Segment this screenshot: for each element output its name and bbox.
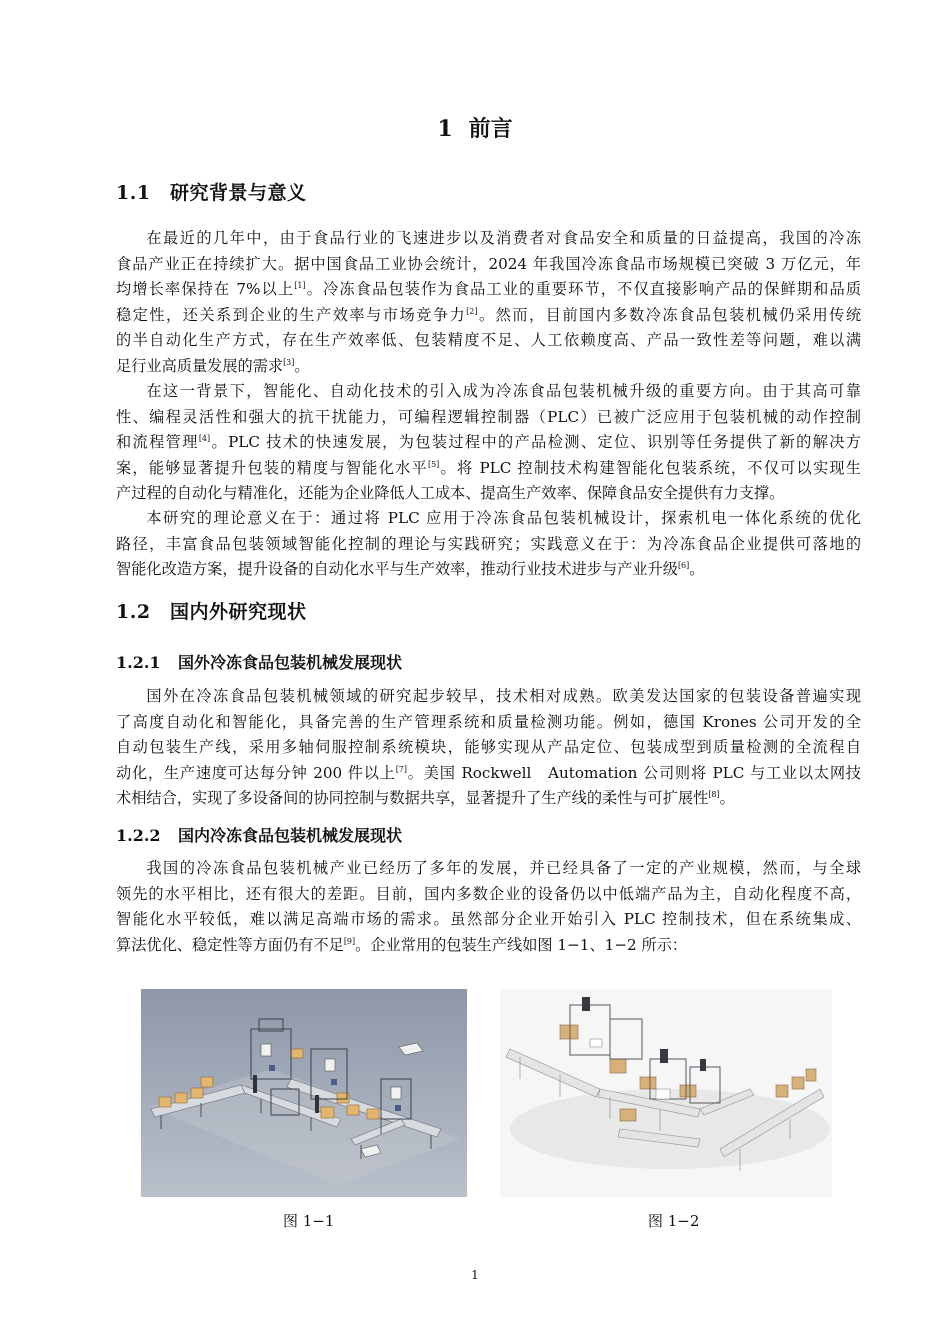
citation: [9] <box>343 936 356 946</box>
citation: [7] <box>395 764 408 774</box>
chapter-title <box>0 112 950 143</box>
section-number: 1.1 <box>116 182 151 204</box>
figure-caption-1-2: 图 1−2 <box>648 1212 700 1230</box>
citation: [1] <box>294 281 306 290</box>
paragraph-significance: 本研究的理论意义在于：通过将 PLC 应用于冷冻食品包装机械设计，探索机电一体化系统的优化 路径，丰富食品包装领域智能化控制的理论与实践研究；实践意义在于：为冷冻食品企业提供可落地的 智能化改造方案，提升设备的自动化水平与生产效率，推动行业技术进步与产业升级[6]。 <box>116 509 861 578</box>
subsection-title: 国内冷冻食品包装机械发展现状 <box>178 826 403 845</box>
subsection-heading-1-2-1 <box>116 650 402 673</box>
paragraph-domestic-status: 我国的冷冻食品包装机械产业已经历了多年的发展，并已经具备了一定的产业规模，然而，与全球 领先的水平相比，还有很大的差距。目前，国内多数企业的设备仍以中低端产品为主，自动化程度不高， 智能化水平较低，难以满足高端市场的需求。虽然部分企业开始引入 PLC 控制技术，但在系统集成、 算法优化、稳定性等方面仍有不足[9]。企业常用的包装生产线如图 1−1、1−2 所示： <box>116 859 861 954</box>
paragraph-foreign-status: 国外在冷冻食品包装机械领域的研究起步较早，技术相对成熟。欧美发达国家的包装设备普遍实现 了高度自动化和智能化，具备完善的生产管理系统和质量检测功能。例如，德国 Krones 公司开发的全 自动包装生产线，采用多轴伺服控制系统模块，能够实现从产品定位、包装成型到质量检测的全流程自 动化，生产速度可达每分钟 200 件以上[7]。美国 Rockwell Automation 公司则将 PLC 与工业以太网技 术相结合，实现了多设备间的协同控制与数据共享，显著提升了生产线的柔性与可扩展性[8]。 <box>116 687 861 807</box>
section-title: 研究背景与意义 <box>170 182 307 204</box>
subsection-number: 1.2.2 <box>116 826 161 845</box>
citation: [4] <box>198 434 211 443</box>
paragraph-background-2: 在这一背景下，智能化、自动化技术的引入成为冷冻食品包装机械升级的重要方向。由于其高可靠 性、编程灵活性和强大的抗干扰能力，可编程逻辑控制器（PLC）已被广泛应用于包装机械的动作控制 和流程管理[4]。PLC 技术的快速发展，为包装过程中的产品检测、定位、识别等任务提供了新的解决方 案，能够显著提升包装的精度与智能化水平[5]。将 PLC 控制技术构建智能化包装系统，不仅可以实现生 产过程的自动化与精准化，还能为企业降低人工成本、提高生产效率、保障食品安全提供有力支撑。 <box>116 382 861 502</box>
chapter-title-text: 前言 <box>468 116 513 142</box>
figure-1-1-packaging-line-render <box>141 989 467 1197</box>
citation: [6] <box>677 561 690 570</box>
chapter-number: 1 <box>437 116 453 142</box>
subsection-number: 1.2.1 <box>116 653 161 672</box>
citation: [2] <box>466 306 478 316</box>
citation: [3] <box>283 357 295 367</box>
section-heading-1-1 <box>116 178 307 205</box>
citation: [5] <box>427 459 440 469</box>
section-heading-1-2 <box>116 597 307 624</box>
subsection-heading-1-2-2 <box>116 823 402 846</box>
subsection-title: 国外冷冻食品包装机械发展现状 <box>178 653 403 672</box>
paragraph-background-1: 在最近的几年中，由于食品行业的飞速进步以及消费者对食品安全和质量的日益提高，我国的冷冻 食品产业正在持续扩大。据中国食品工业协会统计，2024 年我国冷冻食品市场规模已突破 3 万亿元，年 均增长率保持在 7%以上[1]。冷冻食品包装作为食品工业的重要环节，不仅直接影响产品的保鲜期和品质 稳定性，还关系到企业的生产效率与市场竞争力[2]。然而，目前国内多数冷冻食品包装机械仍采用传统 的半自动化生产方式，存在生产效率低、包装精度不足、人工依赖度高、产品一致性差等问题，难以满 足行业高质量发展的需求[3]。 <box>116 229 862 375</box>
section-number: 1.2 <box>116 601 151 623</box>
section-title: 国内外研究现状 <box>170 601 307 623</box>
citation: [8] <box>708 790 720 799</box>
figure-caption-1-1: 图 1−1 <box>283 1212 335 1230</box>
page-number: 1 <box>471 1268 479 1282</box>
figure-1-2-packaging-line-render <box>500 989 832 1197</box>
